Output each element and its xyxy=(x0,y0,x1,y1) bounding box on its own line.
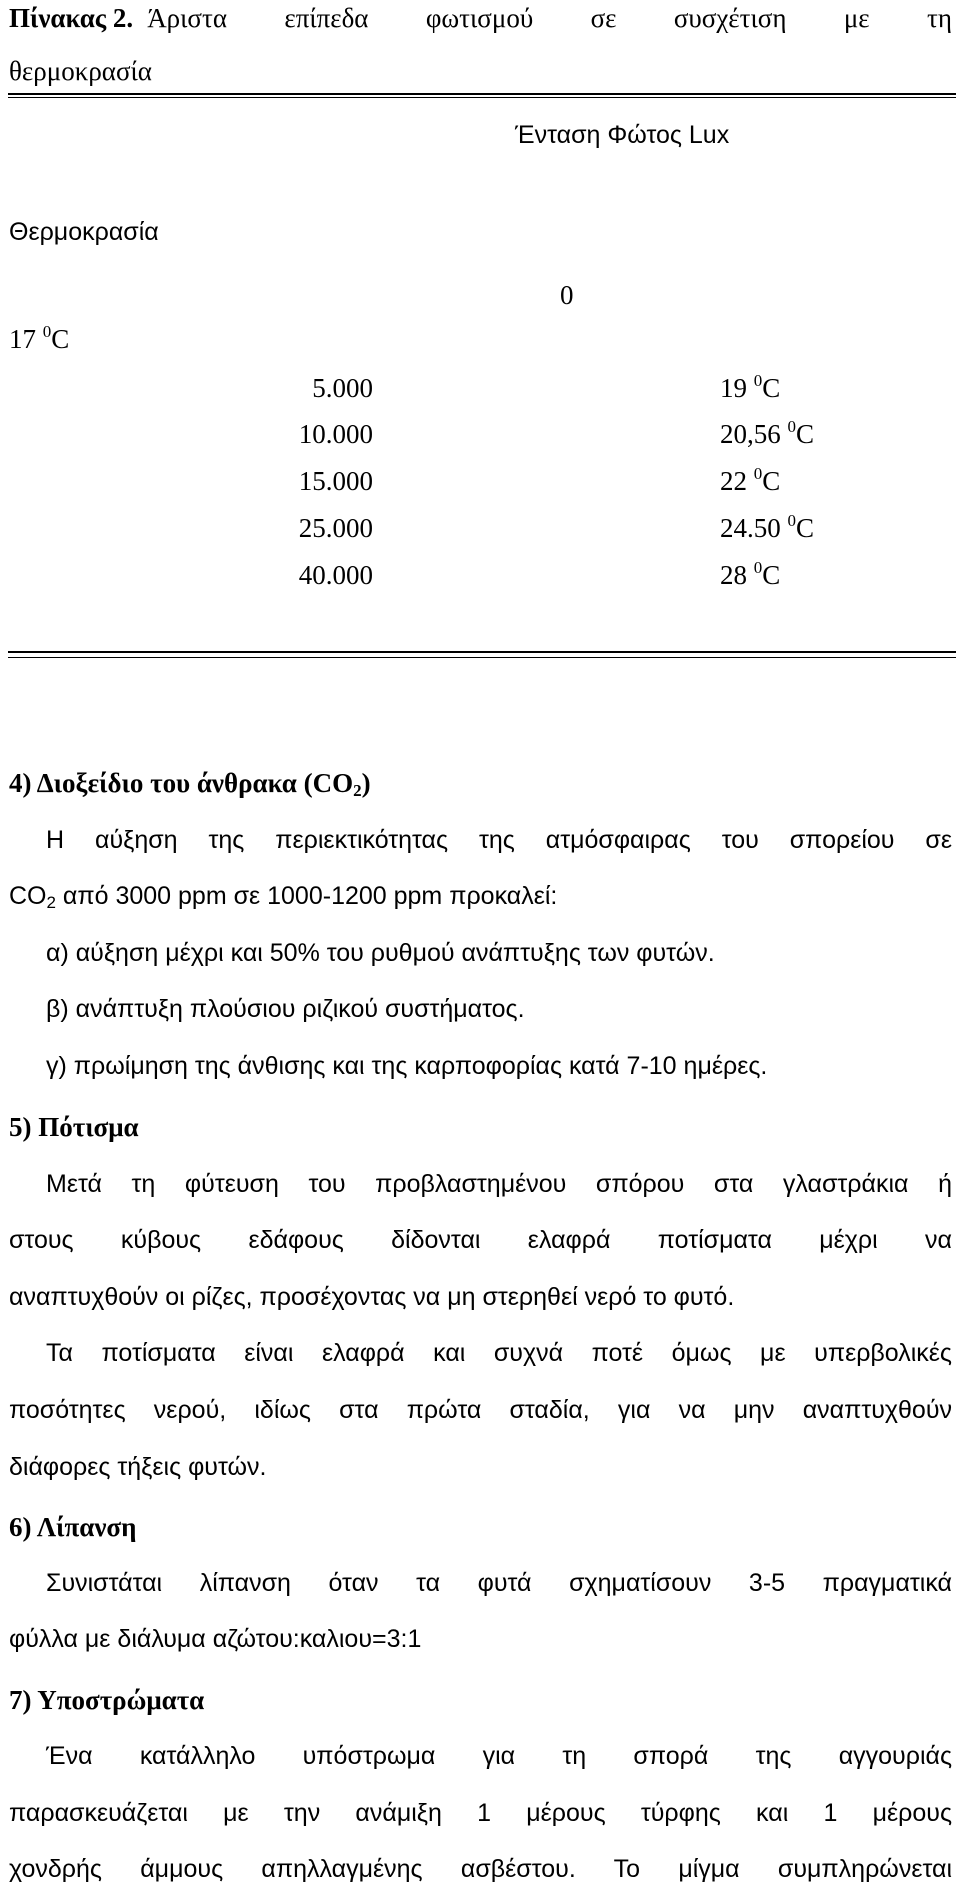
temp-cell: 28 $^0$C xyxy=(720,558,781,590)
section-5-line5: ποσότητες νερού, ιδίως στα πρώτα σταδία, για να μην αναπτυχθούν xyxy=(9,1396,952,1424)
caption-text-line2: θερμοκρασία xyxy=(9,56,152,86)
caption-text-line1: Άριστα επίπεδα φωτισμού σε συσχέτιση με τη xyxy=(147,3,952,33)
section-7-title: 7) Υποστρώματα xyxy=(9,1685,205,1715)
lux-cell: 15.000 xyxy=(298,466,373,496)
temp-cell: 22 $^0$C xyxy=(720,464,781,496)
section-5-line6: διάφορες τήξεις φυτών. xyxy=(9,1453,267,1481)
section-4-item-c: γ) πρωίμηση της άνθισης και της καρποφορίας κατά 7-10 ημέρες. xyxy=(46,1052,768,1080)
section-4-title: 4) Διοξείδιο του άνθρακα $(CO_2)$ xyxy=(9,768,371,800)
section-4-item-b: β) ανάπτυξη πλούσιου ριζικού συστήματος. xyxy=(46,995,525,1023)
row-header-temperature: Θερμοκρασία xyxy=(9,218,159,246)
section-5-line4: Τα ποτίσματα είναι ελαφρά και συχνά ποτέ όμως με υπερβολικές xyxy=(46,1339,952,1367)
section-4-item-a: α) αύξηση μέχρι και 50% του ρυθμού ανάπτυξης των φυτών. xyxy=(46,939,715,967)
section-4-paragraph-line1: Η αύξηση της περιεκτικότητας της ατμόσφαιρας του σπορείου σε xyxy=(46,826,952,854)
temp-cell: 20,56 $^0$C xyxy=(720,417,815,449)
lux-cell: 10.000 xyxy=(298,419,373,449)
lux-cell: 40.000 xyxy=(298,560,373,590)
table-top-rule-2 xyxy=(8,97,956,98)
temp-cell: 19 $^0$C xyxy=(720,371,781,403)
section-5-line1: Μετά τη φύτευση του προβλαστημένου σπόρου στα γλαστράκια ή xyxy=(46,1170,952,1198)
table-top-rule xyxy=(8,93,956,95)
section-4-paragraph-line2: $CO_2$ από 3000 ppm σε 1000-1200 ppm προκαλεί: xyxy=(9,882,558,912)
lux-cell: 5.000 xyxy=(312,373,373,403)
table-bottom-rule-2 xyxy=(8,657,956,658)
section-6-line2: φύλλα με διάλυμα αζώτου:καλιου=3:1 xyxy=(9,1625,422,1653)
caption-label: Πίνακας 2. xyxy=(9,3,134,33)
section-6-line1: Συνιστάται λίπανση όταν τα φυτά σχηματίσουν 3-5 πραγματικά xyxy=(46,1569,952,1597)
temp-cell: 24.50 $^0$C xyxy=(720,511,815,543)
section-5-title: 5) Πότισμα xyxy=(9,1112,139,1142)
lux-cell: 25.000 xyxy=(298,513,373,543)
section-7-line2: παρασκευάζεται με την ανάμιξη 1 μέρους τύρφης και 1 μέρους xyxy=(9,1799,952,1827)
first-light-value: 0 xyxy=(560,280,574,310)
table-caption xyxy=(9,5,952,32)
section-6-title: 6) Λίπανση xyxy=(9,1512,137,1542)
column-header-light: Ένταση Φώτος Lux xyxy=(515,121,730,149)
section-5-line3: αναπτυχθούν οι ρίζες, προσέχοντας να μη στερηθεί νερό το φυτό. xyxy=(9,1283,735,1311)
table-bottom-rule xyxy=(8,651,956,653)
section-7-line3: χονδρής άμμους απηλλαγμένης ασβέστου. Το μίγμα συμπληρώνεται xyxy=(9,1855,952,1883)
section-7-line1: Ένα κατάλληλο υπόστρωμα για τη σπορά της αγγουριάς xyxy=(46,1742,952,1770)
section-5-line2: στους κύβους εδάφους δίδονται ελαφρά ποτίσματα μέχρι να xyxy=(9,1226,952,1254)
first-temp-value: 17 $^0$C xyxy=(9,322,70,354)
